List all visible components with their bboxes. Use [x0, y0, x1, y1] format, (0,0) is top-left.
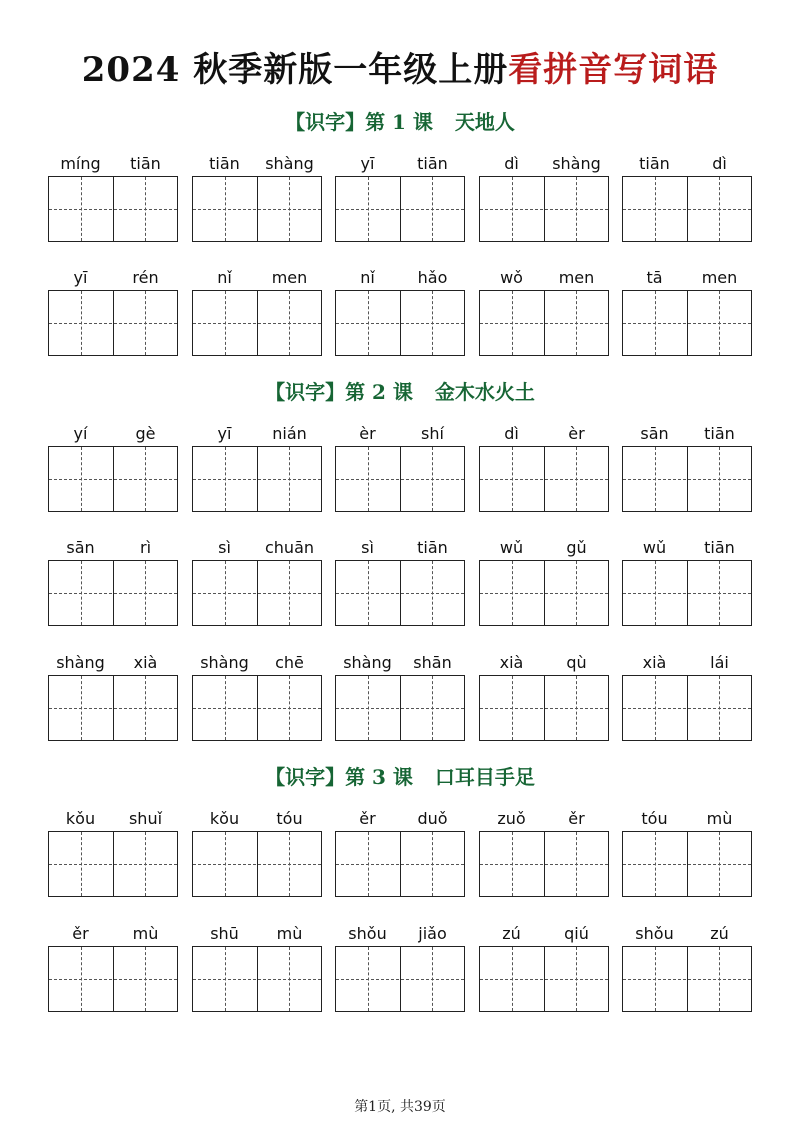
pinyin-label: tiān — [417, 538, 448, 557]
grid-guide-line — [432, 177, 433, 241]
word-row — [48, 154, 752, 244]
grid-guide-line — [655, 561, 656, 625]
pinyin-label: sān — [66, 538, 95, 557]
writing-grid[interactable] — [479, 560, 609, 626]
lesson-name: 天地人 — [454, 110, 515, 134]
grid-guide-line — [193, 593, 321, 594]
pinyin-label: men — [558, 268, 595, 287]
grid-guide-line — [225, 832, 226, 896]
word-item — [335, 924, 465, 1014]
grid-guide-line — [81, 291, 82, 355]
grid-guide-line — [368, 947, 369, 1011]
lesson-tag: 【识字】 — [285, 110, 366, 134]
grid-guide-line — [81, 832, 82, 896]
grid-guide-line — [480, 864, 608, 865]
pinyin-label: zú — [710, 924, 729, 943]
grid-guide-line — [336, 323, 464, 324]
lesson-name: 口耳目手足 — [434, 765, 535, 789]
grid-guide-line — [655, 947, 656, 1011]
word-row — [48, 538, 752, 628]
grid-guide-line — [49, 979, 177, 980]
grid-guide-line — [145, 447, 146, 511]
grid-guide-line — [145, 832, 146, 896]
word-item — [335, 653, 465, 743]
word-item — [48, 538, 178, 628]
grid-guide-line — [719, 832, 720, 896]
grid-guide-line — [719, 177, 720, 241]
pinyin-label: shàng — [343, 653, 392, 672]
writing-grid[interactable] — [479, 831, 609, 897]
writing-grid[interactable] — [192, 446, 322, 512]
pinyin-label: tóu — [276, 809, 303, 828]
grid-guide-line — [145, 676, 146, 740]
pinyin-label: xià — [499, 653, 524, 672]
writing-grid[interactable] — [622, 946, 752, 1012]
grid-guide-line — [719, 947, 720, 1011]
word-item — [48, 924, 178, 1014]
grid-guide-line — [368, 832, 369, 896]
grid-guide-line — [289, 291, 290, 355]
word-item — [622, 268, 752, 358]
pinyin-label: wǔ — [499, 538, 524, 557]
pinyin-label: shàng — [200, 653, 249, 672]
grid-guide-line — [432, 947, 433, 1011]
pinyin-label: tiān — [639, 154, 670, 173]
grid-guide-line — [289, 832, 290, 896]
grid-guide-line — [432, 291, 433, 355]
grid-guide-line — [81, 947, 82, 1011]
pinyin-label: mù — [706, 809, 733, 828]
grid-guide-line — [368, 561, 369, 625]
pinyin-label: xià — [133, 653, 158, 672]
writing-grid[interactable] — [192, 560, 322, 626]
grid-guide-line — [368, 177, 369, 241]
grid-guide-line — [145, 291, 146, 355]
pinyin-label: shuǐ — [128, 809, 163, 828]
grid-guide-line — [193, 479, 321, 480]
grid-guide-line — [81, 676, 82, 740]
writing-grid[interactable] — [335, 560, 465, 626]
pinyin-label: wǔ — [642, 538, 667, 557]
grid-guide-line — [336, 979, 464, 980]
pinyin-label: tiān — [704, 424, 735, 443]
grid-guide-line — [576, 447, 577, 511]
word-row — [48, 924, 752, 1014]
grid-guide-line — [655, 447, 656, 511]
grid-guide-line — [193, 979, 321, 980]
writing-grid[interactable] — [622, 176, 752, 242]
grid-guide-line — [623, 209, 751, 210]
word-row — [48, 809, 752, 899]
pinyin-label: duǒ — [417, 809, 448, 828]
lesson-number: 第 2 课 — [345, 380, 413, 404]
grid-guide-line — [145, 177, 146, 241]
pinyin-label: kǒu — [65, 809, 96, 828]
word-item — [192, 538, 322, 628]
grid-guide-line — [368, 676, 369, 740]
grid-guide-line — [289, 676, 290, 740]
grid-guide-line — [512, 291, 513, 355]
writing-grid[interactable] — [192, 831, 322, 897]
grid-guide-line — [432, 832, 433, 896]
grid-guide-line — [225, 447, 226, 511]
word-item — [622, 154, 752, 244]
pinyin-label: yī — [217, 424, 232, 443]
word-item — [335, 268, 465, 358]
pinyin-label: lái — [710, 653, 729, 672]
word-item — [335, 424, 465, 514]
pinyin-label: tóu — [641, 809, 668, 828]
word-item — [479, 154, 609, 244]
grid-guide-line — [289, 947, 290, 1011]
pinyin-label: sān — [640, 424, 669, 443]
grid-guide-line — [512, 832, 513, 896]
grid-guide-line — [512, 676, 513, 740]
lesson-number: 第 1 课 — [365, 110, 433, 134]
grid-guide-line — [193, 209, 321, 210]
grid-guide-line — [512, 447, 513, 511]
writing-grid[interactable] — [479, 176, 609, 242]
grid-guide-line — [289, 561, 290, 625]
word-item — [48, 424, 178, 514]
pinyin-label: tiān — [209, 154, 240, 173]
pinyin-label: yī — [73, 268, 88, 287]
writing-grid[interactable] — [192, 290, 322, 356]
grid-guide-line — [655, 177, 656, 241]
word-item — [192, 268, 322, 358]
word-item — [192, 653, 322, 743]
pinyin-label: shàng — [56, 653, 105, 672]
grid-guide-line — [655, 291, 656, 355]
pinyin-label: wǒ — [500, 268, 523, 287]
grid-guide-line — [576, 832, 577, 896]
pinyin-label: shǒu — [635, 924, 674, 943]
page-footer: 第1页, 共39页 — [354, 1099, 446, 1115]
grid-guide-line — [49, 864, 177, 865]
pinyin-label: míng — [60, 154, 101, 173]
writing-grid[interactable] — [192, 675, 322, 741]
writing-grid[interactable] — [48, 946, 178, 1012]
writing-grid[interactable] — [479, 290, 609, 356]
grid-guide-line — [49, 323, 177, 324]
writing-grid[interactable] — [622, 446, 752, 512]
grid-guide-line — [368, 447, 369, 511]
word-item — [479, 924, 609, 1014]
writing-grid[interactable] — [335, 831, 465, 897]
grid-guide-line — [512, 947, 513, 1011]
grid-guide-line — [576, 177, 577, 241]
writing-grid[interactable] — [192, 946, 322, 1012]
pinyin-label: gǔ — [566, 538, 587, 557]
word-item — [479, 268, 609, 358]
pinyin-label: shàng — [552, 154, 601, 173]
word-item — [335, 154, 465, 244]
grid-guide-line — [225, 947, 226, 1011]
grid-guide-line — [512, 561, 513, 625]
writing-grid[interactable] — [48, 831, 178, 897]
pinyin-label: qiú — [564, 924, 589, 943]
pinyin-label: zú — [502, 924, 521, 943]
grid-guide-line — [225, 676, 226, 740]
grid-guide-line — [225, 291, 226, 355]
title-main: 2024 秋季新版一年级上册 — [81, 50, 509, 90]
pinyin-label: èr — [568, 424, 585, 443]
pinyin-label: jiǎo — [418, 924, 447, 943]
pinyin-label: sì — [361, 538, 374, 557]
grid-guide-line — [512, 177, 513, 241]
writing-grid[interactable] — [335, 290, 465, 356]
pinyin-label: dì — [712, 154, 727, 173]
word-item — [622, 809, 752, 899]
grid-guide-line — [480, 979, 608, 980]
grid-guide-line — [225, 177, 226, 241]
grid-guide-line — [623, 864, 751, 865]
pinyin-label: yī — [360, 154, 375, 173]
grid-guide-line — [623, 479, 751, 480]
grid-guide-line — [336, 479, 464, 480]
grid-guide-line — [719, 561, 720, 625]
grid-guide-line — [719, 447, 720, 511]
word-row — [48, 268, 752, 358]
grid-guide-line — [145, 561, 146, 625]
writing-grid[interactable] — [48, 446, 178, 512]
word-item — [479, 653, 609, 743]
word-item — [479, 424, 609, 514]
pinyin-label: sì — [218, 538, 231, 557]
grid-guide-line — [623, 593, 751, 594]
pinyin-label: rì — [139, 538, 152, 557]
pinyin-label: tiān — [130, 154, 161, 173]
grid-guide-line — [145, 947, 146, 1011]
pinyin-label: men — [701, 268, 738, 287]
word-row — [48, 424, 752, 514]
pinyin-label: xià — [642, 653, 667, 672]
pinyin-label: zuǒ — [497, 809, 526, 828]
grid-guide-line — [432, 561, 433, 625]
pinyin-label: nǐ — [360, 268, 375, 287]
word-item — [48, 268, 178, 358]
grid-guide-line — [480, 479, 608, 480]
pinyin-label: qù — [566, 653, 587, 672]
word-item — [622, 538, 752, 628]
pinyin-label: gè — [135, 424, 156, 443]
grid-guide-line — [623, 979, 751, 980]
grid-guide-line — [623, 323, 751, 324]
pinyin-label: shū — [210, 924, 239, 943]
page-title — [0, 48, 800, 92]
writing-grid[interactable] — [622, 831, 752, 897]
word-item — [622, 924, 752, 1014]
writing-grid[interactable] — [622, 560, 752, 626]
word-item — [335, 809, 465, 899]
pinyin-label: ěr — [568, 809, 585, 828]
writing-grid[interactable] — [335, 946, 465, 1012]
pinyin-label: rén — [132, 268, 159, 287]
grid-guide-line — [480, 209, 608, 210]
word-item — [622, 653, 752, 743]
pinyin-label: dì — [504, 424, 519, 443]
grid-guide-line — [480, 593, 608, 594]
grid-guide-line — [81, 177, 82, 241]
lesson-header-1 — [0, 108, 800, 136]
writing-grid[interactable] — [335, 176, 465, 242]
lesson-tag: 【识字】 — [265, 765, 346, 789]
grid-guide-line — [623, 708, 751, 709]
grid-guide-line — [81, 447, 82, 511]
grid-guide-line — [49, 593, 177, 594]
pinyin-label: ěr — [72, 924, 89, 943]
pinyin-label: ěr — [359, 809, 376, 828]
word-item — [48, 653, 178, 743]
pinyin-label: chē — [275, 653, 304, 672]
grid-guide-line — [336, 708, 464, 709]
grid-guide-line — [336, 209, 464, 210]
word-item — [192, 154, 322, 244]
word-item — [192, 924, 322, 1014]
title-accent: 看拼音写词语 — [508, 50, 719, 90]
grid-guide-line — [576, 947, 577, 1011]
grid-guide-line — [576, 676, 577, 740]
grid-guide-line — [576, 291, 577, 355]
pinyin-label: mù — [132, 924, 159, 943]
pinyin-label: shǒu — [348, 924, 387, 943]
grid-guide-line — [432, 676, 433, 740]
grid-guide-line — [193, 708, 321, 709]
pinyin-label: tiān — [704, 538, 735, 557]
pinyin-label: nǐ — [217, 268, 232, 287]
pinyin-label: èr — [359, 424, 376, 443]
writing-grid[interactable] — [622, 675, 752, 741]
grid-guide-line — [368, 291, 369, 355]
word-item — [48, 809, 178, 899]
grid-guide-line — [336, 864, 464, 865]
grid-guide-line — [432, 447, 433, 511]
word-item — [479, 538, 609, 628]
grid-guide-line — [81, 561, 82, 625]
grid-guide-line — [289, 177, 290, 241]
writing-grid[interactable] — [48, 290, 178, 356]
word-item — [48, 154, 178, 244]
writing-grid[interactable] — [622, 290, 752, 356]
grid-guide-line — [480, 323, 608, 324]
lesson-tag: 【识字】 — [265, 380, 346, 404]
grid-guide-line — [576, 561, 577, 625]
lesson-header-3 — [0, 763, 800, 791]
grid-guide-line — [225, 561, 226, 625]
pinyin-label: men — [271, 268, 308, 287]
grid-guide-line — [49, 708, 177, 709]
grid-guide-line — [655, 676, 656, 740]
lesson-header-2 — [0, 378, 800, 406]
writing-grid[interactable] — [479, 675, 609, 741]
lesson-number: 第 3 课 — [345, 765, 413, 789]
pinyin-label: chuān — [264, 538, 315, 557]
grid-guide-line — [719, 676, 720, 740]
grid-guide-line — [289, 447, 290, 511]
word-item — [335, 538, 465, 628]
pinyin-label: shàng — [265, 154, 314, 173]
grid-guide-line — [49, 209, 177, 210]
pinyin-label: tā — [646, 268, 663, 287]
writing-grid[interactable] — [192, 176, 322, 242]
writing-grid[interactable] — [335, 446, 465, 512]
pinyin-label: nián — [272, 424, 307, 443]
grid-guide-line — [193, 323, 321, 324]
grid-guide-line — [193, 864, 321, 865]
pinyin-label: yí — [73, 424, 88, 443]
pinyin-label: dì — [504, 154, 519, 173]
writing-grid[interactable] — [335, 675, 465, 741]
writing-grid[interactable] — [479, 946, 609, 1012]
grid-guide-line — [480, 708, 608, 709]
word-item — [192, 809, 322, 899]
word-row — [48, 653, 752, 743]
pinyin-label: hǎo — [417, 268, 448, 287]
writing-grid[interactable] — [48, 560, 178, 626]
pinyin-label: shí — [421, 424, 444, 443]
writing-grid[interactable] — [48, 176, 178, 242]
grid-guide-line — [49, 479, 177, 480]
pinyin-label: shān — [413, 653, 452, 672]
lesson-name: 金木水火土 — [434, 380, 535, 404]
grid-guide-line — [336, 593, 464, 594]
writing-grid[interactable] — [48, 675, 178, 741]
word-item — [192, 424, 322, 514]
pinyin-label: tiān — [417, 154, 448, 173]
word-item — [622, 424, 752, 514]
pinyin-label: mù — [276, 924, 303, 943]
grid-guide-line — [719, 291, 720, 355]
pinyin-label: kǒu — [209, 809, 240, 828]
writing-grid[interactable] — [479, 446, 609, 512]
word-item — [479, 809, 609, 899]
grid-guide-line — [655, 832, 656, 896]
